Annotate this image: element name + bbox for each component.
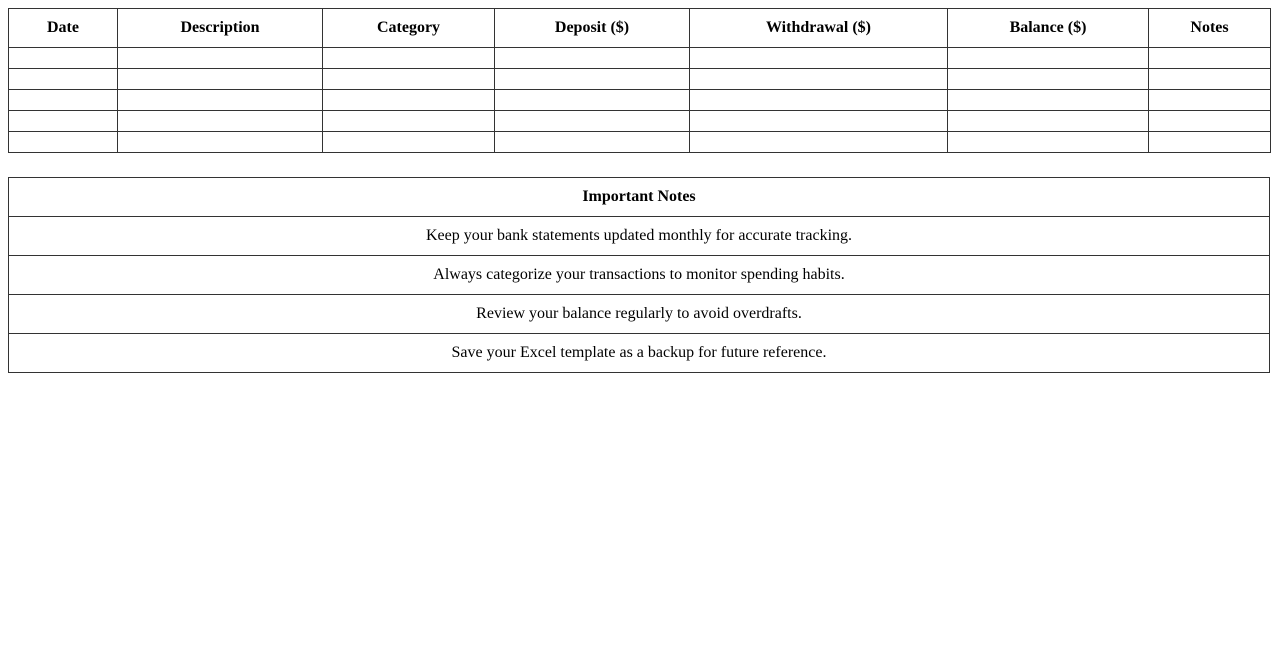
- cell-notes[interactable]: [1149, 132, 1271, 153]
- header-category: Category: [323, 9, 495, 48]
- cell-deposit[interactable]: [495, 90, 690, 111]
- cell-deposit[interactable]: [495, 132, 690, 153]
- table-row: [9, 90, 1271, 111]
- cell-balance[interactable]: [948, 111, 1149, 132]
- header-withdrawal: Withdrawal ($): [690, 9, 948, 48]
- table-row: [9, 111, 1271, 132]
- cell-withdrawal[interactable]: [690, 90, 948, 111]
- note-text: Save your Excel template as a backup for future reference.: [9, 334, 1270, 373]
- cell-notes[interactable]: [1149, 90, 1271, 111]
- cell-date[interactable]: [9, 48, 118, 69]
- ledger-table: [8, 8, 1271, 153]
- cell-description[interactable]: [118, 111, 323, 132]
- cell-description[interactable]: [118, 90, 323, 111]
- list-item: [9, 217, 1270, 256]
- cell-description[interactable]: [118, 48, 323, 69]
- cell-date[interactable]: [9, 90, 118, 111]
- header-deposit: Deposit ($): [495, 9, 690, 48]
- cell-description[interactable]: [118, 132, 323, 153]
- cell-date[interactable]: [9, 69, 118, 90]
- cell-withdrawal[interactable]: [690, 69, 948, 90]
- important-notes-table: [8, 177, 1270, 373]
- list-item: [9, 295, 1270, 334]
- notes-title: Important Notes: [9, 178, 1270, 217]
- cell-notes[interactable]: [1149, 48, 1271, 69]
- header-date: Date: [9, 9, 118, 48]
- cell-date[interactable]: [9, 111, 118, 132]
- cell-balance[interactable]: [948, 90, 1149, 111]
- table-row: [9, 48, 1271, 69]
- cell-withdrawal[interactable]: [690, 48, 948, 69]
- ledger-header-row: [9, 9, 1271, 48]
- cell-withdrawal[interactable]: [690, 132, 948, 153]
- cell-notes[interactable]: [1149, 69, 1271, 90]
- cell-category[interactable]: [323, 69, 495, 90]
- cell-balance[interactable]: [948, 132, 1149, 153]
- cell-balance[interactable]: [948, 48, 1149, 69]
- note-text: Review your balance regularly to avoid overdrafts.: [9, 295, 1270, 334]
- list-item: [9, 256, 1270, 295]
- cell-date[interactable]: [9, 132, 118, 153]
- cell-description[interactable]: [118, 69, 323, 90]
- notes-header-row: [9, 178, 1270, 217]
- cell-deposit[interactable]: [495, 111, 690, 132]
- cell-deposit[interactable]: [495, 48, 690, 69]
- note-text: Keep your bank statements updated monthly for accurate tracking.: [9, 217, 1270, 256]
- note-text: Always categorize your transactions to monitor spending habits.: [9, 256, 1270, 295]
- table-row: [9, 132, 1271, 153]
- cell-deposit[interactable]: [495, 69, 690, 90]
- cell-category[interactable]: [323, 48, 495, 69]
- cell-category[interactable]: [323, 111, 495, 132]
- header-description: Description: [118, 9, 323, 48]
- table-row: [9, 69, 1271, 90]
- cell-withdrawal[interactable]: [690, 111, 948, 132]
- list-item: [9, 334, 1270, 373]
- cell-category[interactable]: [323, 90, 495, 111]
- header-notes: Notes: [1149, 9, 1271, 48]
- cell-category[interactable]: [323, 132, 495, 153]
- cell-balance[interactable]: [948, 69, 1149, 90]
- cell-notes[interactable]: [1149, 111, 1271, 132]
- header-balance: Balance ($): [948, 9, 1149, 48]
